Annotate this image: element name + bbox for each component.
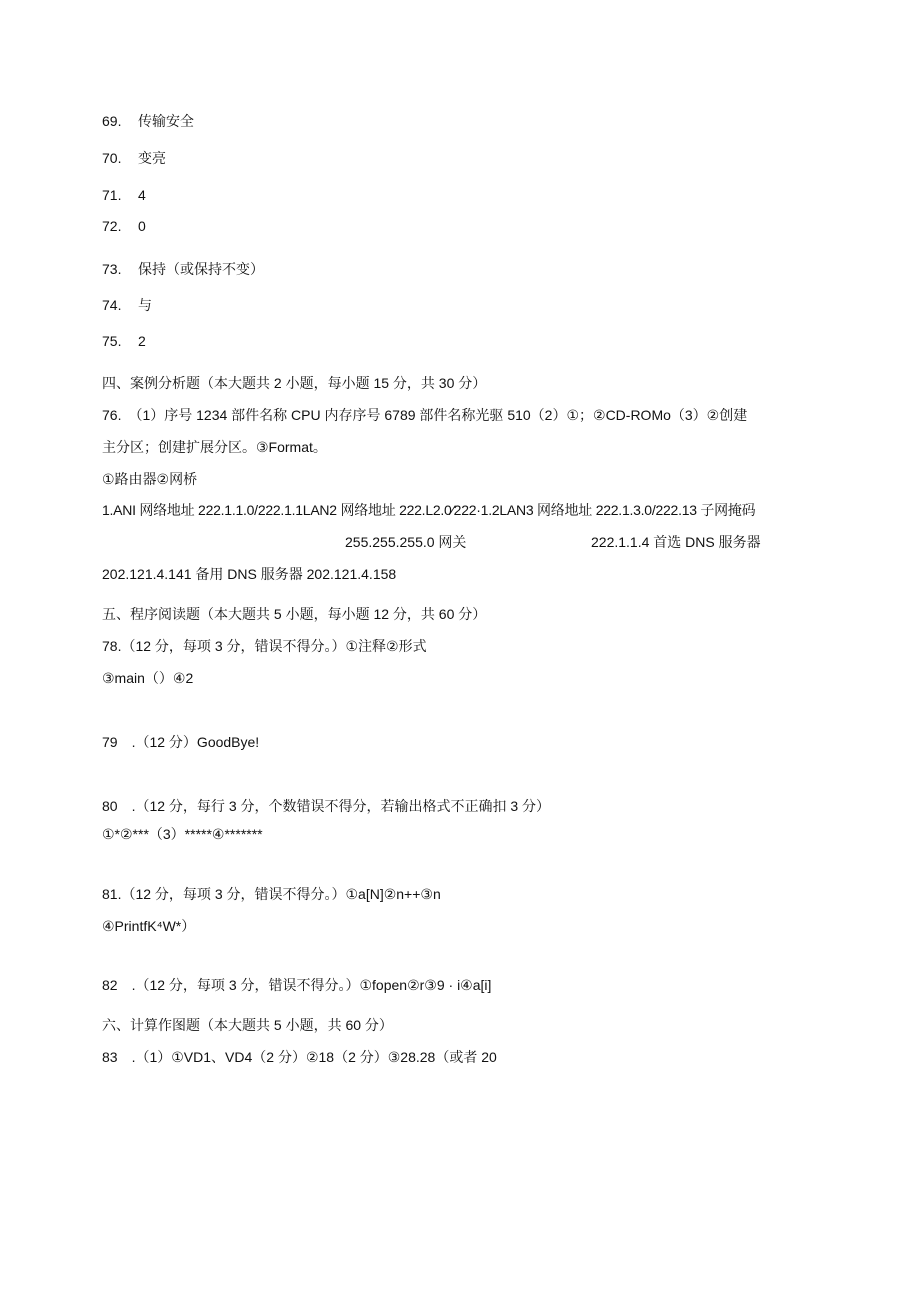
answer-77-line4: 202.121.4.141 备用 DNS 服务器 202.121.4.158 — [102, 566, 397, 582]
answer-75 — [102, 332, 146, 350]
answer-73 — [102, 260, 264, 278]
answer-80-line1: 80 .（12 分，每行 3 分，个数错误不得分，若输出格式不正确扣 3 分） — [102, 798, 551, 814]
answer-78-line2: ③main（）④2 — [102, 670, 194, 686]
answer-77-mask: 255.255.255.0 网关 — [345, 534, 467, 550]
answer-78-line1: 78.（12 分，每项 3 分，错误不得分。）①注释②形式 — [102, 638, 427, 654]
answer-number: 73. — [102, 261, 122, 277]
answer-number: 74. — [102, 297, 122, 313]
answer-77-gateway: 222.1.1.4 首选 DNS 服务器 — [591, 534, 761, 550]
answer-70 — [102, 149, 166, 167]
answer-text: 2 — [138, 333, 146, 349]
answer-83: 83 .（1）①VD1、VD4（2 分）②18（2 分）③28.28（或者 20 — [102, 1049, 497, 1065]
answer-number: 70. — [102, 150, 122, 166]
answer-71 — [102, 186, 146, 204]
answer-text: 变亮 — [138, 150, 166, 166]
answer-number: 75. — [102, 333, 122, 349]
answer-82: 82 .（12 分，每项 3 分，错误不得分。）①fopen②r③9 · i④a[i] — [102, 977, 492, 993]
answer-76-line1: 76. （1）序号 1234 部件名称 CPU 内存序号 6789 部件名称光驱 510（2）①；②CD-ROMo（3）②创建 — [102, 407, 748, 423]
section-4-heading: 四、案例分析题（本大题共 2 小题，每小题 15 分，共 30 分） — [102, 375, 487, 391]
answer-text: 4 — [138, 187, 146, 203]
answer-text: 传输安全 — [138, 113, 194, 129]
answer-77-line1: ①路由器②网桥 — [102, 471, 198, 487]
answer-74 — [102, 296, 152, 314]
answer-number: 69. — [102, 113, 122, 129]
answer-76-line2: 主分区；创建扩展分区。③Format。 — [102, 439, 327, 455]
answer-number: 71. — [102, 187, 122, 203]
answer-69 — [102, 112, 194, 130]
section-6-heading: 六、计算作图题（本大题共 5 小题，共 60 分） — [102, 1017, 393, 1033]
section-5-heading: 五、程序阅读题（本大题共 5 小题，每小题 12 分，共 60 分） — [102, 606, 487, 622]
answer-text: 与 — [138, 297, 152, 313]
answer-77-line2: 1.ANI 网络地址 222.1.1.0/222.1.1LAN2 网络地址 222.L2.0⁄222·1.2LAN3 网络地址 222.1.3.0/222.13 子网掩码 — [102, 502, 756, 518]
answer-text: 保持（或保持不变） — [138, 261, 264, 277]
answer-81-line1: 81.（12 分，每项 3 分，错误不得分。）①a[N]②n++③n — [102, 886, 441, 902]
answer-text: 0 — [138, 218, 146, 234]
answer-72 — [102, 217, 146, 235]
answer-79: 79 .（12 分）GoodBye! — [102, 734, 260, 750]
answer-81-line2: ④PrintfK⁴W*） — [102, 918, 196, 934]
answer-80-line2: ①*②***（3）*****④******* — [102, 826, 263, 842]
answer-number: 72. — [102, 218, 122, 234]
